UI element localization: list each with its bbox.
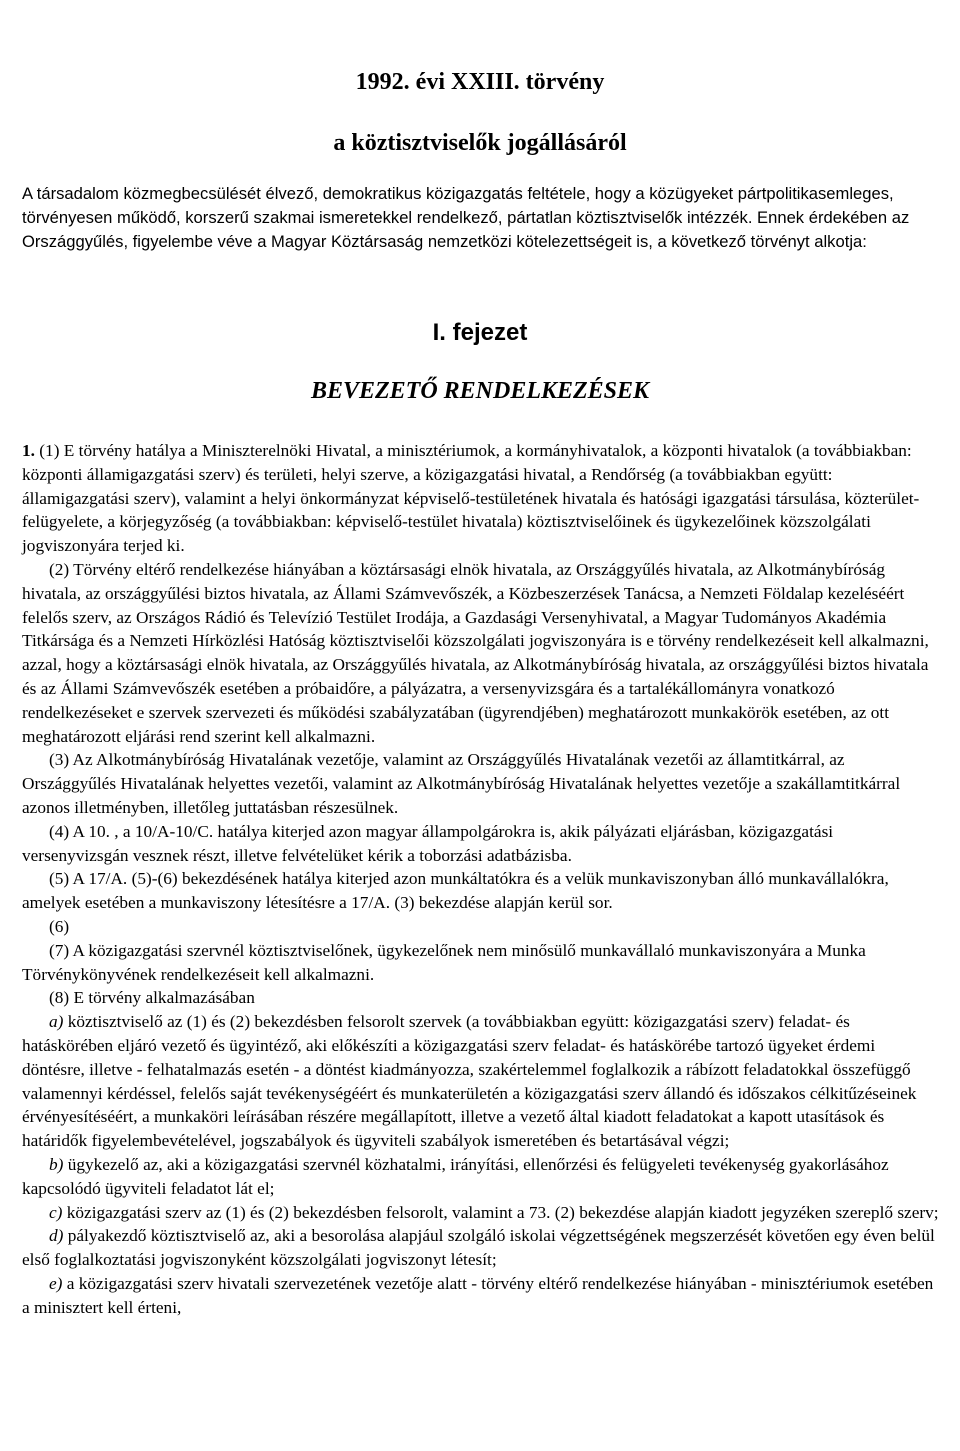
paragraph-5: (5) A 17/A. (5)-(6) bekezdésének hatálya kiterjed azon munkáltatókra és a velük munkaviszonyban álló munkavállalókra, amelyek esetében a munkaviszony létesítésre a 17/A. (3) bekezdése alapján kerül sor. bbox=[22, 869, 889, 913]
definition-letter: e) bbox=[49, 1273, 63, 1293]
definition-letter: b) bbox=[49, 1154, 64, 1174]
paragraph-8: (8) E törvény alkalmazásában bbox=[49, 988, 255, 1008]
definition-item bbox=[22, 1224, 942, 1272]
chapter-title: BEVEZETŐ RENDELKEZÉSEK bbox=[310, 378, 650, 404]
section-number: 1. bbox=[22, 441, 35, 460]
document-title: 1992. évi XXIII. törvény bbox=[355, 69, 605, 95]
definition-letter: a) bbox=[49, 1012, 64, 1032]
definition-letter: d) bbox=[49, 1226, 64, 1246]
definition-letter: c) bbox=[49, 1202, 63, 1222]
paragraph-7: (7) A közigazgatási szervnél köztisztviselőnek, ügykezelőnek nem minősülő munkavállaló munkaviszonyára a Munka Törvénykönyvének rendelkezéseit kell alkalmazni. bbox=[22, 940, 866, 984]
paragraph-6: (6) bbox=[49, 916, 70, 936]
section-1 bbox=[22, 439, 942, 1319]
paragraph-4: (4) A 10. , a 10/A-10/C. hatálya kiterjed azon magyar állampolgárokra is, akik pályázati eljárásban, közigazgatási versenyvizsgán vesznek részt, illetve felvételüket kérik a toborzási adatbázisba. bbox=[22, 821, 834, 865]
definition-text: a közigazgatási szerv hivatali szervezetének vezetője alatt - törvény eltérő rendelkezése hiányában - minisztériumok esetében a minisztert kell érteni, bbox=[22, 1273, 934, 1317]
definition-text: pályakezdő köztisztviselő az, aki a besorolása alapjául szolgáló iskolai végzettségének megszerzését követően egy éven belül első foglalkoztatási jogviszonyként közszolgálati jogviszonyt létesít; bbox=[22, 1226, 935, 1270]
definition-item bbox=[22, 1272, 942, 1320]
paragraph-3: (3) Az Alkotmánybíróság Hivatalának vezetője, valamint az Országgyűlés Hivatalának vezetői az államtitkárral, az Országgyűlés Hivatalának helyettes vezetői, valamint az Alkotmánybíróság Hivatalának helyettes vezetője a szakállamtitkárral azonos illetményben, illetőleg juttatásban részesülnek. bbox=[22, 750, 901, 817]
definition-item bbox=[22, 1010, 942, 1153]
preamble: A társadalom közmegbecsülését élvező, demokratikus közigazgatás feltétele, hogy a közügyeket pártpolitikasemleges, törvényesen működő, korszerű szakmai ismeretekkel rendelkező, pártatlan köztisztviselők intézzék. Ennek érdekében az Országgyűlés, figyelembe véve a Magyar Köztársaság nemzetközi kötelezettségeit is, a következő törvényt alkotja: bbox=[22, 184, 910, 251]
definition-text: közigazgatási szerv az (1) és (2) bekezdésben felsorolt, valamint a 73. (2) bekezdése alapján kiadott jegyzéken szereplő szerv; bbox=[66, 1202, 939, 1222]
paragraph-1-text: (1) E törvény hatálya a Miniszterelnöki Hivatal, a minisztériumok, a kormányhivatalok, a központi hivatalok (a továbbiakban: központi államigazgatási szerv) és területi, helyi szerve, a közigazgatási hivatal, a Rendőrség (a továbbiakban együtt: államigazgatási szerv), valamint a helyi önkormányzat képviselő-testületének hivatala és hatósági igazgatási társulása, közterület-felügyelete, a körjegyzőség (a továbbiakban: képviselő-testület hivatala) köztisztviselőinek és ügykezelőinek közszolgálati jogviszonyára terjed ki. bbox=[22, 441, 920, 556]
definition-item bbox=[22, 1153, 942, 1201]
definition-text: ügykezelő az, aki a közigazgatási szervnél közhatalmi, irányítási, ellenőrzési és felügyeleti tevékenység gyakorlásához kapcsolódó ügyviteli feladatot lát el; bbox=[22, 1154, 889, 1198]
document-subtitle: a köztisztviselők jogállásáról bbox=[333, 130, 627, 156]
paragraph-2: (2) Törvény eltérő rendelkezése hiányában a köztársasági elnök hivatala, az Országgyűlés hivatala, az Alkotmánybíróság hivatala, az országgyűlési biztos hivatala, az Állami Számvevőszék, a Közbeszerzések Tanácsa, a Nemzeti Földalap kezeléséért felelős szerv, az Országos Rádió és Televízió Testület Irodája, a Gazdasági Versenyhivatal, a Magyar Tudományos Akadémia Titkársága és a Nemzeti Hírközlési Hatóság köztisztviselői közszolgálati jogviszonyára is e törvény rendelkezéseit kell alkalmazni, azzal, hogy a köztársasági elnök hivatala, az Országgyűlés hivatala, az Alkotmánybíróság hivatala, az országgyűlési biztos hivatala és az Állami Számvevőszék esetében a próbaidőre, a pályázatra, a versenyvizsgára és a tartalékállományra vonatkozó rendelkezéseket e szervek szervezeti és működési szabályzatában (ügyrendjében) meghatározott munkakörök esetében, az ott meghatározott eljárási rend szerint kell alkalmazni. bbox=[22, 559, 929, 746]
definition-item bbox=[22, 1201, 942, 1225]
paragraph-1 bbox=[22, 439, 942, 558]
chapter-heading: I. fejezet bbox=[432, 319, 528, 346]
definition-text: köztisztviselő az (1) és (2) bekezdésben felsorolt szervek (a továbbiakban együtt: közigazgatási szerv) feladat- és hatáskörében eljáró vezető és ügyintéző, aki előkészíti a közigazgatási szerv feladat- és hatáskörébe tartozó ügyeket érdemi döntésre, illetve - felhatalmazás esetén - a döntést kiadmányozza, szakértelemmel foglalkozik a rábízott feladatokkal összefüggő valamennyi kérdéssel, felelős saját tevékenységéért és munkaterületén a közigazgatási szerv állandó és időszakos célkitűzéseinek érvényesítéséért, a munkaköri leírásában részére megállapított, illetve a vezető által kiadott feladatokat a kapott utasítások és határidők figyelembevételével, jogszabályok és ügyviteli szabályok ismeretében és betartásával végzi; bbox=[22, 1012, 917, 1151]
